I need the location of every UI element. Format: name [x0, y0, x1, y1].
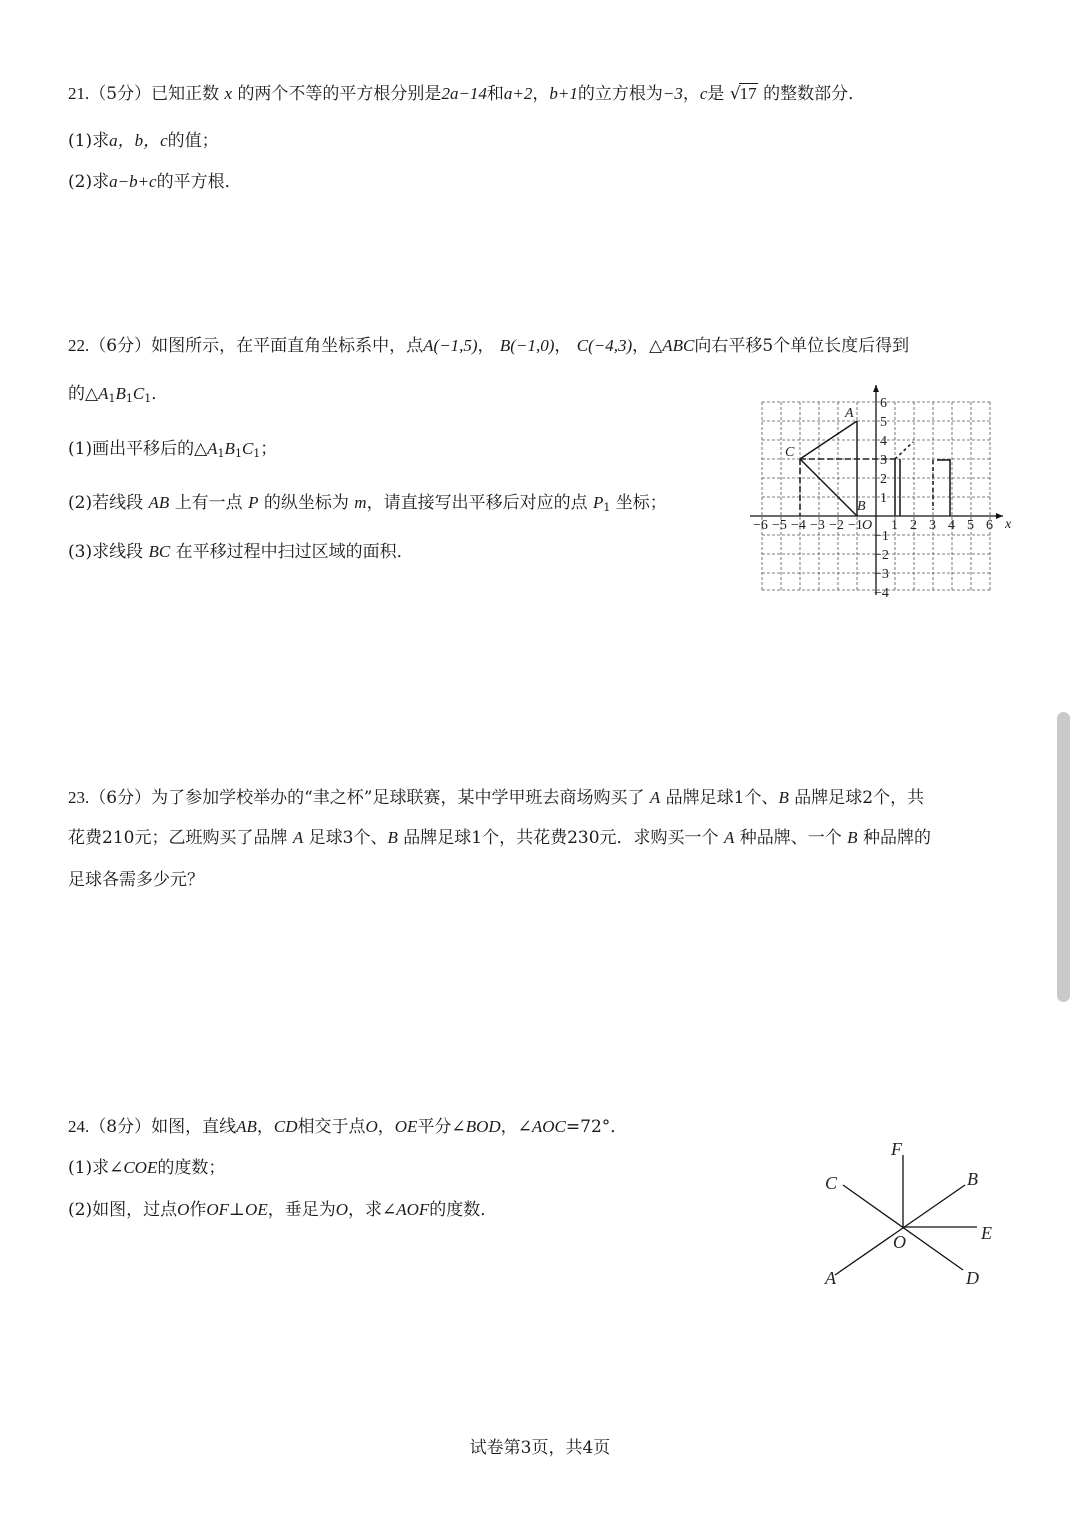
radicand: 17	[739, 84, 757, 103]
var: B	[224, 439, 235, 458]
text: ，	[554, 336, 572, 356]
text: 相交于点	[297, 1117, 366, 1137]
var: A	[207, 439, 218, 458]
text: ．	[610, 1117, 628, 1137]
expr: a−b+c	[109, 172, 157, 191]
text: 的度数；	[157, 1158, 226, 1178]
var-x: x	[224, 84, 233, 103]
var: AOC	[531, 1117, 566, 1136]
q21-stem	[68, 82, 865, 106]
text: 足球各需多少元？	[68, 870, 204, 890]
y-tick-label: 1	[880, 491, 887, 506]
text: ，	[532, 84, 550, 104]
text: 如图所示，在平面直角坐标系中，点	[151, 336, 424, 356]
text: (2)若线段	[68, 493, 144, 513]
var: A	[292, 828, 304, 847]
y-tick-label: 5	[880, 415, 887, 430]
expr-b-plus-1: b+1	[549, 84, 578, 103]
q23-line1	[68, 786, 924, 810]
label-c: C	[825, 1173, 838, 1193]
expr-2a-14: 2a−14	[441, 84, 487, 103]
x-tick-label: −3	[810, 518, 825, 533]
point-a: A(−1,5)	[423, 336, 478, 355]
y-tick-label: 4	[880, 434, 887, 449]
q24-part2	[68, 1198, 497, 1222]
subscript: 1	[253, 447, 261, 460]
text: ；	[260, 439, 278, 459]
text: 向右平移5个单位长度后得到	[694, 336, 910, 356]
text: ，请直接写出平移后对应的点	[366, 493, 588, 513]
text: 品牌足球1个，共花费230元．求购买一个	[403, 828, 719, 848]
value-neg3: −3	[662, 84, 683, 103]
q22-stem-line2	[68, 382, 168, 411]
q21-part1	[68, 129, 219, 153]
text: 的纵坐标为	[263, 493, 349, 513]
text: 的平方根．	[156, 172, 242, 192]
text: ，垂足为	[267, 1200, 336, 1220]
x-tick-label: −4	[791, 518, 806, 533]
q22-stem	[68, 334, 909, 358]
y-tick-label: −1	[874, 529, 889, 544]
label-a: A	[845, 406, 854, 421]
text: 平分∠	[417, 1117, 466, 1137]
text: 的值；	[167, 131, 219, 151]
var: P	[592, 493, 604, 512]
text: 和	[486, 84, 504, 104]
question-number: 24.	[68, 1117, 90, 1136]
label-c: C	[785, 445, 795, 460]
label-d: D	[966, 1268, 979, 1288]
question-number: 22.	[68, 336, 90, 355]
text: 的整数部分．	[763, 84, 866, 104]
var: OF	[206, 1200, 230, 1219]
var: O	[335, 1200, 348, 1219]
text: ，	[256, 1117, 274, 1137]
subscript: 1	[217, 447, 225, 460]
text: (2)如图，过点	[68, 1200, 178, 1220]
text: ，	[682, 84, 700, 104]
label-f: F	[891, 1139, 902, 1159]
text: 品牌足球1个、	[665, 788, 779, 808]
x-tick-label: −6	[753, 518, 768, 533]
text: 种品牌的	[862, 828, 931, 848]
var: A	[649, 788, 661, 807]
text: ，求∠	[348, 1200, 397, 1220]
q24-part1	[68, 1156, 225, 1180]
subscript: 1	[125, 392, 133, 405]
triangle-abc-shape	[800, 421, 857, 516]
text: (1)画出平移后的△	[68, 439, 208, 459]
q23-line3	[68, 868, 204, 892]
var: C	[132, 384, 145, 403]
text: 的△	[68, 384, 99, 404]
text: 在平移过程中扫过区域的面积．	[175, 542, 414, 562]
q24-stem	[68, 1115, 627, 1139]
var: COE	[123, 1158, 158, 1177]
text: 的度数．	[429, 1200, 498, 1220]
text: 为了参加学校举办的“聿之杯”足球联赛，某中学甲班去商场购买了	[151, 788, 645, 808]
text: 如图，直线	[151, 1117, 237, 1137]
y-tick-label: −4	[874, 586, 889, 601]
label-e: E	[981, 1223, 992, 1243]
question-points: （6分）	[89, 336, 152, 356]
y-axis-arrow	[873, 385, 879, 392]
label-o: O	[893, 1232, 906, 1252]
text: ．	[151, 384, 169, 404]
question-points: （8分）	[89, 1117, 152, 1137]
q22-part2	[68, 491, 667, 520]
y-tick-label: 3	[880, 453, 887, 468]
text: 坐标；	[615, 493, 667, 513]
var: OE	[245, 1200, 268, 1219]
vars: a，b，c	[109, 131, 168, 150]
text: 上有一点	[174, 493, 243, 513]
text: 品牌足球2个，共	[794, 788, 925, 808]
x-tick-label: 6	[986, 518, 993, 533]
angle-figure	[815, 1135, 1015, 1290]
text: 是	[707, 84, 725, 104]
text: 作	[189, 1200, 207, 1220]
text: 的立方根为	[577, 84, 663, 104]
x-tick-label: 5	[967, 518, 974, 533]
label-b: B	[967, 1169, 978, 1189]
var: O	[365, 1117, 378, 1136]
x-tick-labels	[753, 518, 993, 533]
y-tick-label: 2	[880, 472, 887, 487]
label-b: B	[857, 499, 866, 514]
subscript: 1	[234, 447, 242, 460]
segment-bc	[800, 459, 857, 516]
question-points: （6分）	[89, 788, 152, 808]
y-tick-label: −3	[874, 567, 889, 582]
text: (3)求线段	[68, 542, 144, 562]
origin-label: O	[862, 518, 873, 533]
var: BOD	[465, 1117, 501, 1136]
x-tick-label: −2	[829, 518, 844, 533]
lines	[835, 1155, 977, 1275]
text: 种品牌、一个	[739, 828, 842, 848]
perp-symbol: ⊥	[229, 1200, 246, 1220]
q23-line2	[68, 826, 931, 850]
x-axis-arrow	[996, 513, 1003, 519]
text: ，	[477, 336, 495, 356]
part-label: (2)求	[68, 172, 110, 192]
part-label: (1)求	[68, 131, 110, 151]
var: AOF	[396, 1200, 430, 1219]
coordinate-grid-figure	[745, 380, 1015, 602]
q22-part1	[68, 437, 277, 466]
var: P	[248, 493, 259, 512]
page-footer: 试卷第3页，共4页	[469, 1438, 611, 1458]
label-a: A	[825, 1268, 836, 1288]
var: B	[115, 384, 126, 403]
var-c: c	[699, 84, 708, 103]
x-tick-label: 4	[948, 518, 955, 533]
x-tick-label: −1	[848, 518, 863, 533]
text: 的两个不等的平方根分别是	[237, 84, 442, 104]
var: OE	[394, 1117, 418, 1136]
var: m	[354, 493, 367, 512]
var: A	[98, 384, 109, 403]
var: BC	[148, 542, 171, 561]
subscript: 1	[108, 392, 116, 405]
text: 足球3个、	[308, 828, 388, 848]
var: AB	[148, 493, 170, 512]
var: CD	[273, 1117, 298, 1136]
subscript: 1	[144, 392, 152, 405]
sqrt-symbol: √	[729, 84, 741, 104]
subscript: 1	[603, 501, 611, 514]
var: O	[177, 1200, 190, 1219]
text: (1)求∠	[68, 1158, 124, 1178]
q22-part3	[68, 540, 414, 564]
var: B	[847, 828, 858, 847]
text: ，△	[632, 336, 663, 356]
var: C	[241, 439, 254, 458]
x-tick-label: 3	[929, 518, 936, 533]
point-c: C(−4,3)	[576, 336, 633, 355]
x-tick-label: −5	[772, 518, 787, 533]
question-points: （5分）	[89, 84, 152, 104]
line-ab	[835, 1185, 965, 1275]
var: A	[723, 828, 735, 847]
text: ，∠	[500, 1117, 532, 1137]
question-number: 21.	[68, 84, 90, 103]
var: AB	[236, 1117, 257, 1136]
text: 已知正数	[151, 84, 220, 104]
axes	[750, 385, 1003, 595]
var: B	[778, 788, 789, 807]
expr-a-plus-2: a+2	[503, 84, 533, 103]
x-tick-label: 2	[910, 518, 917, 533]
x-tick-label: 1	[891, 518, 898, 533]
point-b: B(−1,0)	[499, 336, 555, 355]
triangle-abc: ABC	[662, 336, 695, 355]
question-number: 23.	[68, 788, 90, 807]
q21-part2	[68, 170, 242, 194]
text: =72°	[565, 1117, 611, 1137]
y-tick-label: −2	[874, 548, 889, 563]
var: B	[387, 828, 398, 847]
scrollbar-thumb[interactable]	[1057, 712, 1070, 1002]
text: ，	[377, 1117, 395, 1137]
text: 花费210元；乙班购买了品牌	[68, 828, 288, 848]
x-axis-label: x	[1005, 517, 1012, 532]
y-tick-label: 6	[880, 396, 887, 411]
